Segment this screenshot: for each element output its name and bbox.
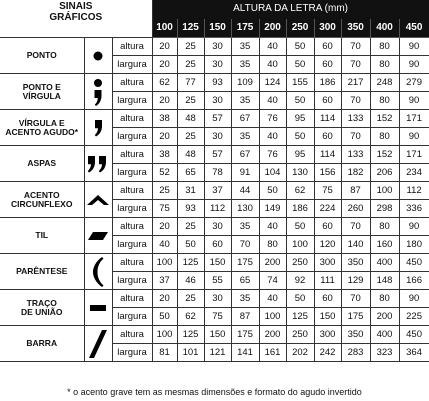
dimension-value: 35 [231,92,259,110]
slash-icon [85,329,112,359]
dimension-value: 250 [286,254,314,272]
dimension-label: altura [112,38,152,56]
dimension-value: 37 [152,272,177,290]
height-column-header: 100 [152,19,177,38]
dimension-value: 166 [399,272,429,290]
height-column-header: 150 [204,19,231,38]
dimension-value: 50 [286,92,314,110]
sign-name-line1: BARRA [26,338,58,349]
dimension-value: 180 [399,236,429,254]
dimension-value: 20 [152,128,177,146]
table-row [0,110,429,128]
sign-name-line1: PARÊNTESE [16,266,68,277]
dimension-value: 90 [399,290,429,308]
dimension-value: 279 [399,74,429,92]
dimension-value: 60 [314,38,341,56]
dimension-value: 48 [177,110,204,128]
sign-name-line1: PONTO [26,50,57,61]
dimension-value: 182 [341,164,370,182]
dimension-value: 80 [259,236,286,254]
dimension-value: 70 [341,128,370,146]
dimension-value: 80 [370,128,399,146]
dimension-value: 133 [341,146,370,164]
dimension-value: 93 [177,200,204,218]
sign-glyph-cell [84,74,112,110]
dimension-value: 298 [370,200,399,218]
dimension-value: 46 [177,272,204,290]
dimension-value: 87 [341,182,370,200]
tilde-icon [85,230,112,242]
dimension-value: 260 [341,200,370,218]
dimension-value: 20 [152,38,177,56]
dimension-value: 70 [341,56,370,74]
dimension-value: 225 [399,308,429,326]
sign-glyph-cell [84,290,112,326]
dimension-value: 129 [341,272,370,290]
dimension-value: 80 [370,92,399,110]
dimension-value: 60 [314,218,341,236]
comma-icon [85,118,112,138]
dimension-value: 25 [177,92,204,110]
dimension-value: 57 [204,110,231,128]
dimension-value: 25 [177,38,204,56]
quotes-icon [85,154,112,174]
dimension-value: 400 [370,326,399,344]
dimension-value: 40 [259,290,286,308]
dimension-value: 30 [204,92,231,110]
dimension-value: 104 [259,164,286,182]
circumflex-icon [85,194,112,206]
table-row [0,74,429,92]
dimension-value: 40 [259,56,286,74]
dimension-label: largura [112,308,152,326]
sign-name-line1: VÍRGULA E [18,117,65,128]
dimension-value: 75 [314,182,341,200]
dimension-value: 75 [204,308,231,326]
dimension-value: 30 [204,128,231,146]
dimension-value: 93 [204,74,231,92]
dimension-value: 202 [286,344,314,362]
table-row [0,254,429,272]
dimension-value: 35 [231,38,259,56]
height-column-header: 450 [399,19,429,38]
dimension-value: 60 [314,92,341,110]
dimension-value: 171 [399,146,429,164]
dimension-value: 78 [204,164,231,182]
dimension-value: 114 [314,146,341,164]
dimension-value: 20 [152,56,177,74]
sign-name-cell [0,254,84,290]
dimension-value: 48 [177,146,204,164]
footnote: * o acento grave tem as mesmas dimensões e formato do agudo invertido [67,387,362,397]
dimension-label: largura [112,56,152,74]
dimension-value: 91 [231,164,259,182]
dimension-value: 149 [259,200,286,218]
dimension-value: 125 [286,308,314,326]
dimension-value: 152 [370,110,399,128]
dimension-value: 100 [259,308,286,326]
dimension-value: 112 [399,182,429,200]
dimension-value: 186 [314,74,341,92]
dimension-value: 74 [259,272,286,290]
height-column-header: 175 [231,19,259,38]
dimension-value: 50 [259,182,286,200]
dimension-value: 40 [259,92,286,110]
dimension-value: 67 [231,110,259,128]
dimension-label: altura [112,182,152,200]
dimension-value: 20 [152,218,177,236]
height-column-header: 125 [177,19,204,38]
dimension-value: 156 [314,164,341,182]
table-row [0,326,429,344]
dimension-value: 200 [370,308,399,326]
dimension-value: 20 [152,290,177,308]
sign-glyph-cell [84,254,112,290]
dimension-value: 30 [204,218,231,236]
dimension-value: 336 [399,200,429,218]
sign-name-cell [0,326,84,362]
dimension-value: 101 [177,344,204,362]
dimension-value: 65 [177,164,204,182]
dimension-value: 160 [370,236,399,254]
dimension-value: 31 [177,182,204,200]
dimension-value: 70 [341,92,370,110]
parenthesis-icon [85,256,112,288]
dimension-label: largura [112,164,152,182]
dimension-value: 400 [370,254,399,272]
dimension-value: 200 [259,254,286,272]
sign-name-line1: ACENTO [23,189,60,200]
height-column-header: 350 [341,19,370,38]
table-row [0,38,429,56]
dimension-value: 130 [231,200,259,218]
dimension-value: 124 [259,74,286,92]
dimension-value: 50 [286,38,314,56]
dimension-value: 40 [152,236,177,254]
dimension-value: 186 [286,200,314,218]
dimension-label: largura [112,236,152,254]
dimension-value: 300 [314,326,341,344]
dimension-value: 100 [286,236,314,254]
dimension-value: 77 [177,74,204,92]
dimension-value: 80 [370,290,399,308]
table-row [0,290,429,308]
dimension-value: 62 [177,308,204,326]
dimension-value: 60 [314,128,341,146]
dimension-value: 62 [152,74,177,92]
dimension-value: 30 [204,38,231,56]
dimension-value: 81 [152,344,177,362]
sign-glyph-cell [84,110,112,146]
dimension-value: 70 [231,236,259,254]
dimension-value: 57 [204,146,231,164]
sign-name-cell [0,290,84,326]
dimension-value: 450 [399,254,429,272]
dimension-value: 100 [152,254,177,272]
dimension-value: 50 [177,236,204,254]
dimension-value: 35 [231,128,259,146]
table-row [0,182,429,200]
sign-name-line1: TRAÇO [26,297,57,308]
dimension-value: 300 [314,254,341,272]
dimension-value: 95 [286,110,314,128]
dimension-value: 206 [370,164,399,182]
dimension-value: 60 [314,290,341,308]
dimension-value: 90 [399,218,429,236]
sign-name-cell [0,146,84,182]
dimension-value: 60 [314,56,341,74]
dimension-value: 80 [370,56,399,74]
dimension-value: 30 [204,290,231,308]
dimension-value: 44 [231,182,259,200]
dimension-value: 350 [341,326,370,344]
sign-glyph-cell [84,146,112,182]
dimension-value: 90 [399,92,429,110]
dimension-value: 80 [370,218,399,236]
dimension-value: 37 [204,182,231,200]
dimension-value: 62 [286,182,314,200]
signs-column-header [0,1,152,38]
sign-name-line2: ACENTO AGUDO* [5,126,79,137]
dimension-value: 35 [231,290,259,308]
dimension-value: 148 [370,272,399,290]
sign-name-cell [0,74,84,110]
dimension-value: 25 [177,290,204,308]
dimension-value: 125 [177,254,204,272]
table-row [0,146,429,164]
letter-height-header: ALTURA DA LETRA (mm) [152,1,429,19]
dimension-value: 25 [177,218,204,236]
dimension-value: 38 [152,110,177,128]
dimension-value: 90 [399,38,429,56]
dimension-value: 50 [152,308,177,326]
dimension-label: altura [112,254,152,272]
dimension-label: largura [112,344,152,362]
dimension-value: 250 [286,326,314,344]
dimension-value: 90 [399,128,429,146]
dimension-value: 70 [341,218,370,236]
dimension-value: 350 [341,254,370,272]
dimension-value: 65 [231,272,259,290]
dimension-value: 60 [204,236,231,254]
dimension-value: 100 [152,326,177,344]
dimension-value: 224 [314,200,341,218]
dimension-value: 450 [399,326,429,344]
dimension-value: 175 [231,254,259,272]
sign-glyph-cell [84,326,112,362]
dimension-value: 323 [370,344,399,362]
dimension-value: 112 [204,200,231,218]
dimension-value: 283 [341,344,370,362]
dimension-value: 25 [177,128,204,146]
dimension-label: altura [112,74,152,92]
sign-name-line2: DE UNIÃO [20,306,63,317]
dimension-value: 55 [204,272,231,290]
dimension-value: 40 [259,128,286,146]
signs-header-line2: GRÁFICOS [49,11,103,23]
sign-name-line2: VÍRGULA [22,90,61,101]
height-column-header: 250 [286,19,314,38]
dimension-value: 114 [314,110,341,128]
dimension-value: 50 [286,128,314,146]
dimension-value: 200 [259,326,286,344]
dimension-value: 90 [399,56,429,74]
dimension-value: 30 [204,56,231,74]
dimension-value: 150 [204,254,231,272]
height-column-header: 200 [259,19,286,38]
dimension-value: 20 [152,92,177,110]
dimension-value: 35 [231,56,259,74]
dimension-value: 52 [152,164,177,182]
dimension-value: 121 [204,344,231,362]
sign-glyph-cell [84,218,112,254]
hyphen-icon [85,303,112,313]
dimension-value: 133 [341,110,370,128]
dimension-value: 40 [259,218,286,236]
dimension-value: 50 [286,56,314,74]
signs-header-line1: SINAIS [59,1,93,13]
dimension-label: altura [112,290,152,308]
sign-name-cell [0,38,84,74]
sign-name-cell [0,110,84,146]
dimension-value: 67 [231,146,259,164]
sign-name-line1: ASPAS [27,158,57,169]
dimension-value: 248 [370,74,399,92]
sign-name-line1: PONTO E [22,81,61,92]
dimension-value: 92 [286,272,314,290]
sign-glyph-cell [84,38,112,74]
dimension-value: 70 [341,38,370,56]
dimension-value: 109 [231,74,259,92]
dimension-label: altura [112,218,152,236]
dimension-value: 161 [259,344,286,362]
dimension-value: 38 [152,146,177,164]
sign-name-cell [0,218,84,254]
dimension-value: 25 [177,56,204,74]
dimension-value: 217 [341,74,370,92]
dimension-value: 364 [399,344,429,362]
dimension-value: 150 [314,308,341,326]
dimension-value: 130 [286,164,314,182]
dimension-label: altura [112,326,152,344]
dimension-value: 80 [370,38,399,56]
height-column-header: 300 [314,19,341,38]
dimension-value: 242 [314,344,341,362]
dimension-value: 50 [286,290,314,308]
sign-name-line2: CIRCUNFLEXO [11,198,73,209]
dimension-value: 175 [341,308,370,326]
sign-name-line1: TIL [35,230,49,241]
dimension-value: 120 [314,236,341,254]
dimension-label: altura [112,110,152,128]
height-column-header: 400 [370,19,399,38]
dimension-value: 25 [152,182,177,200]
dimension-value: 70 [341,290,370,308]
dimension-value: 125 [177,326,204,344]
dot-icon [85,49,112,63]
dimension-label: altura [112,146,152,164]
dimension-value: 141 [231,344,259,362]
dimension-value: 76 [259,146,286,164]
dimension-value: 75 [152,200,177,218]
dimension-value: 155 [286,74,314,92]
dimension-value: 100 [370,182,399,200]
dimension-label: largura [112,92,152,110]
dimension-value: 40 [259,38,286,56]
dimension-value: 76 [259,110,286,128]
dimension-label: largura [112,128,152,146]
sign-name-cell [0,182,84,218]
dimension-value: 171 [399,110,429,128]
dimension-value: 50 [286,218,314,236]
dimension-value: 152 [370,146,399,164]
dimension-value: 35 [231,218,259,236]
dimension-value: 150 [204,326,231,344]
semicolon-icon [85,77,112,107]
dimension-value: 111 [314,272,341,290]
dimension-label: largura [112,272,152,290]
dimension-value: 140 [341,236,370,254]
dimension-label: largura [112,200,152,218]
sign-glyph-cell [84,182,112,218]
dimension-value: 95 [286,146,314,164]
dimension-value: 234 [399,164,429,182]
table-row [0,218,429,236]
dimension-value: 87 [231,308,259,326]
dimension-value: 175 [231,326,259,344]
